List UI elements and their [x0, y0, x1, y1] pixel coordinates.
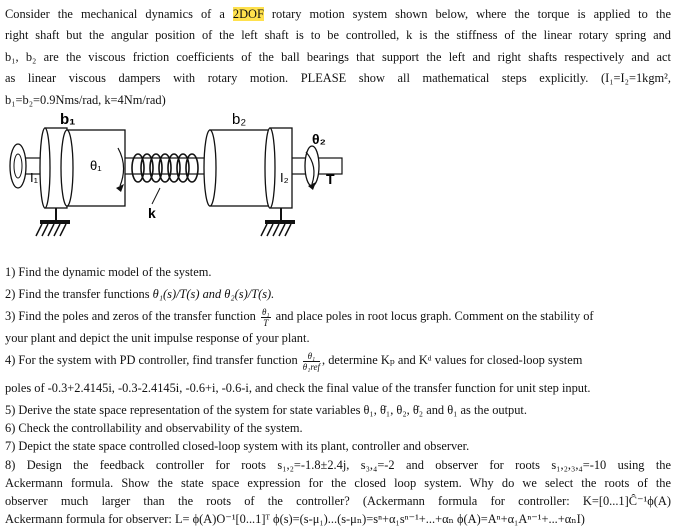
fraction-theta1-over-T: $\frac{\text{θ₁}}{T}$ — [261, 306, 270, 328]
highlighted-term: 2DOF — [232, 7, 264, 21]
question-5: 5) Derive the state space representation of the system for state variables θ₁, θ̇₁, θ₂, θ̇₂ and θ₁ as the output. — [5, 403, 527, 417]
problem-intro — [5, 4, 671, 111]
intro-line-3: b₁, b₂ are the viscous friction coefficients of the ball bearings that support the left and right shafts respectively and act — [5, 49, 671, 64]
I2-label: I₂ — [280, 170, 289, 185]
question-6: 6) Check the controllability and observability of the system. — [5, 421, 303, 435]
question-2: 2) Find the transfer functions θ₁(s)/T(s) and θ₂(s)/T(s). — [5, 287, 275, 301]
intro-line-2: right shaft but the angular position of the left shaft is to be controlled, k is the stiffness of the linear rotary spring and — [5, 28, 671, 43]
question-7: 7) Depict the state space controlled closed-loop system with its plant, controller and observer. — [5, 439, 470, 453]
question-8-line-2: Ackermann formula. Show the state space expression for the closed loop system. Why do we select the roots of the — [5, 476, 671, 490]
question-4: 4) For the system with PD controller, find transfer function $\frac{\text{θ₁}}{\text{θ₁ref}}$ , determine Kₚ and Kᵈ values for closed-loop system — [5, 350, 583, 372]
question-4-cont: poles of -0.3+2.4145i, -0.3-2.4145i, -0.6+i, -0.6-i, and check the final value of the transfer function for unit step input. — [5, 381, 591, 395]
fraction-theta1-over-theta1ref: $\frac{\text{θ₁}}{\text{θ₁ref}}$ — [302, 350, 321, 372]
I1-label: I₁ — [30, 170, 38, 185]
question-8-line-1: 8) Design the feedback controller for roots s₁,₂=-1.8±2.4j, s₃,₄=-2 and observer for roots s₁,₂,₃,₄=-10 using the — [5, 458, 671, 472]
theta2-label: θ₂ — [312, 131, 326, 147]
intro-line-4: as linear viscous dampers with rotary motion. PLEASE show all mathematical steps explicitly. (I₁=I₂=1kgm², — [5, 71, 671, 86]
k-label: k — [148, 205, 156, 221]
intro-line-5: b₁=b₂=0.9Nms/rad, k=4Nm/rad) — [5, 92, 166, 107]
question-3-cont: your plant and depict the unit impulse response of your plant. — [5, 331, 310, 345]
b1-label: b₁ — [60, 111, 76, 128]
question-8-line-4: Ackermann formula for observer: L= ϕ(A)O⁻¹[0...1]ᵀ ϕ(s)=(s-μ₁)...(s-μₙ)=sⁿ+α₁sⁿ⁻¹+...+αₙ ϕ(A)=Aⁿ+α₁Aⁿ⁻¹+...+αₙI) — [5, 512, 585, 526]
question-3: 3) Find the poles and zeros of the transfer function $\frac{\text{θ₁}}{T}$ and place poles in root locus graph. Comment on the stability of — [5, 306, 594, 328]
torque-label: T — [326, 171, 335, 187]
intro-line-1: Consider the mechanical dynamics of a 2DOF rotary motion system shown below, where the torque is applied to the — [5, 7, 671, 21]
question-8-line-3: observer much larger than the roots of the controller? (Ackermann formula for controller: K=[0...1]Ĉ⁻¹ϕ(A) — [5, 494, 671, 508]
rotary-system-diagram — [0, 108, 676, 268]
question-1: 1) Find the dynamic model of the system. — [5, 265, 212, 279]
b2-label: b₂ — [232, 111, 247, 128]
theta1-label: θ₁ — [90, 158, 102, 173]
